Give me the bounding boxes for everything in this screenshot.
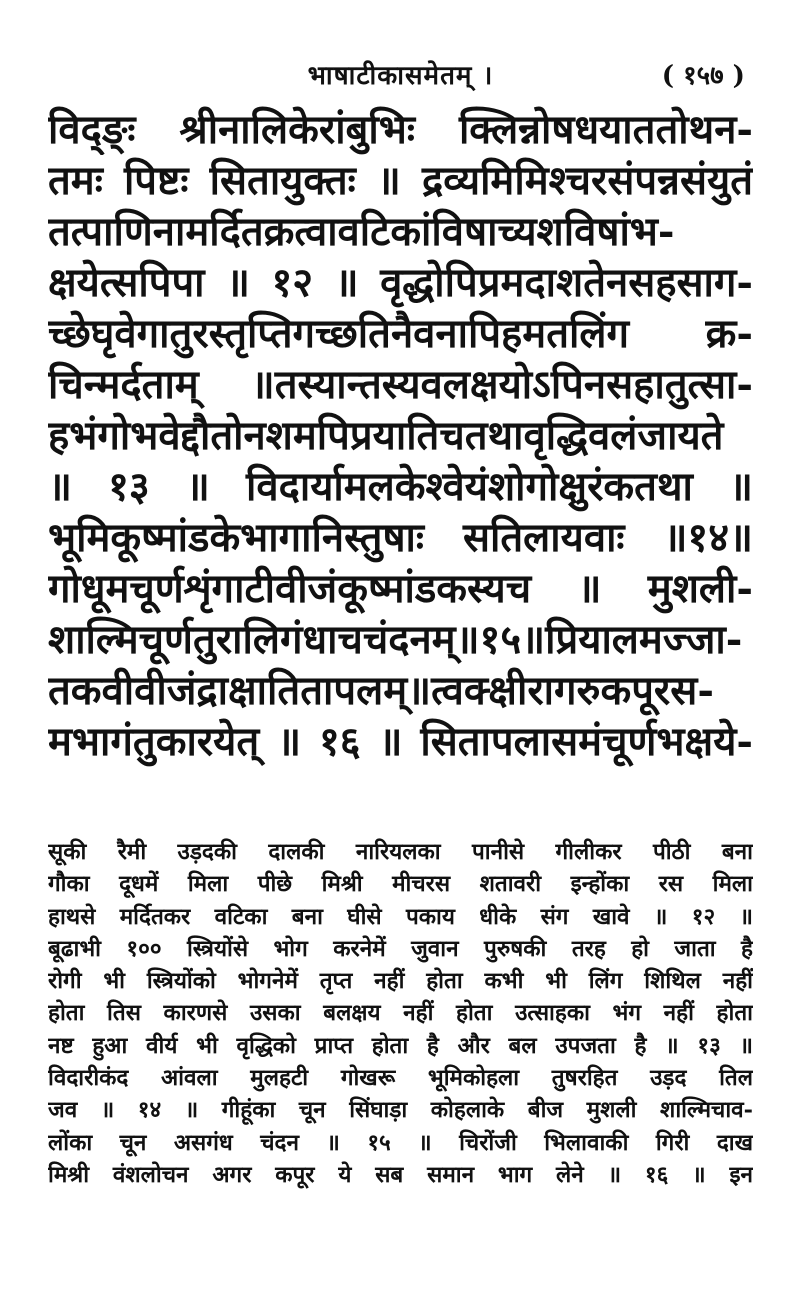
- verse-line: तत्पाणिनामर्दितक्रत्वावटिकांविषाच्यशविषांभ-: [48, 208, 675, 255]
- verse-line: तकवीवीजंद्राक्षातितापलम्॥त्वक्क्षीरागरुकपूरस-: [48, 667, 714, 714]
- commentary-line: नष्ट हुआ वीर्य भी वृद्धिको प्राप्त होता है और बल उपजता है ॥ १३ ॥: [48, 1032, 753, 1059]
- verse-line: चिन्मर्दताम् ॥तस्यान्तस्यवलक्षयोऽपिनसहातुत्सा-: [48, 361, 753, 408]
- commentary-line: हाथसे मर्दितकर वटिका बना घीसे पकाय धीके संग खावे ॥ १२ ॥: [48, 903, 753, 930]
- verse-line: च्छेघृवेगातुरस्तृप्तिगच्छतिनैवनापिहमतलिंग क्र-: [48, 310, 753, 357]
- sanskrit-verse-block: [48, 104, 753, 767]
- commentary-line: लोंका चून असगंध चंदन ॥ १५ ॥ चिरोंजी भिलावाकी गिरी दाख: [48, 1129, 753, 1156]
- verse-line: गोधूमचूर्णशृंगाटीवीजंकूष्मांडकस्यच ॥ मुशली-: [48, 565, 753, 612]
- verse-line: हभंगोभवेद्दौतोनशमपिप्रयातिचतथावृद्धिवलंजायते: [48, 412, 724, 459]
- running-head: [48, 56, 753, 96]
- page-number: ( १५७ ): [661, 61, 745, 91]
- verse-line: क्षयेत्सपिपा ॥ १२ ॥ वृद्धोपिप्रमदाशतेनसहसाग-: [48, 259, 753, 306]
- commentary-line: होता तिस कारणसे उसका बलक्षय नहीं होता उत्साहका भंग नहीं होता: [48, 1000, 753, 1027]
- verse-line: मभागंतुकारयेत् ॥ १६ ॥ सितापलासमंचूर्णभक्षये-: [48, 718, 753, 765]
- commentary-line: सूकी रैमी उड़दकी दालकी नारियलका पानीसे गीलीकर पीठी बना: [48, 839, 753, 865]
- commentary-line: जव ॥ १४ ॥ गीहूंका चून सिंघाड़ा कोहलाके बीज मुशली शाल्मिचाव-: [48, 1097, 753, 1124]
- running-title: भाषाटीकासमेतम् ।: [307, 61, 494, 91]
- commentary-line: बूढाभी १०० स्त्रियोंसे भोग करनेमें जुवान पुरुषकी तरह हो जाता है: [48, 935, 753, 962]
- commentary-line: रोगी भी स्त्रियोंको भोगनेमें तृप्त नहीं होता कभी भी लिंग शिथिल नहीं: [48, 968, 753, 995]
- commentary-line: गौका दूधमें मिला पीछे मिश्री मीचरस शतावरी इन्होंका रस मिला: [48, 871, 753, 898]
- verse-line: ॥ १३ ॥ विदार्यामलकेश्वेयंशोगोक्षुरंकतथा ॥: [48, 463, 753, 510]
- verse-line: भूमिकूष्मांडकेभागानिस्तुषाः सतिलायवाः ॥१४॥: [48, 514, 753, 561]
- hindi-commentary-block: [48, 836, 753, 1191]
- commentary-line: विदारीकंद आंवला मुलहटी गोखरू भूमिकोहला तुषरहित उड़द तिल: [48, 1065, 753, 1092]
- verse-line: विद्ङ्ः श्रीनालिकेरांबुभिः क्लिन्नोषधयाततोथन-: [48, 106, 753, 153]
- verse-line: तमः पिष्टः सितायुक्तः ॥ द्रव्यमिमिश्चरसंपन्नसंयुतं: [48, 157, 753, 204]
- commentary-line: मिश्री वंशलोचन अगर कपूर ये सब समान भाग लेने ॥ १६ ॥ इन: [48, 1161, 753, 1188]
- verse-line: शाल्मिचूर्णतुरालिगंधाचचंदनम्॥१५॥प्रियालमज्जा-: [48, 616, 743, 663]
